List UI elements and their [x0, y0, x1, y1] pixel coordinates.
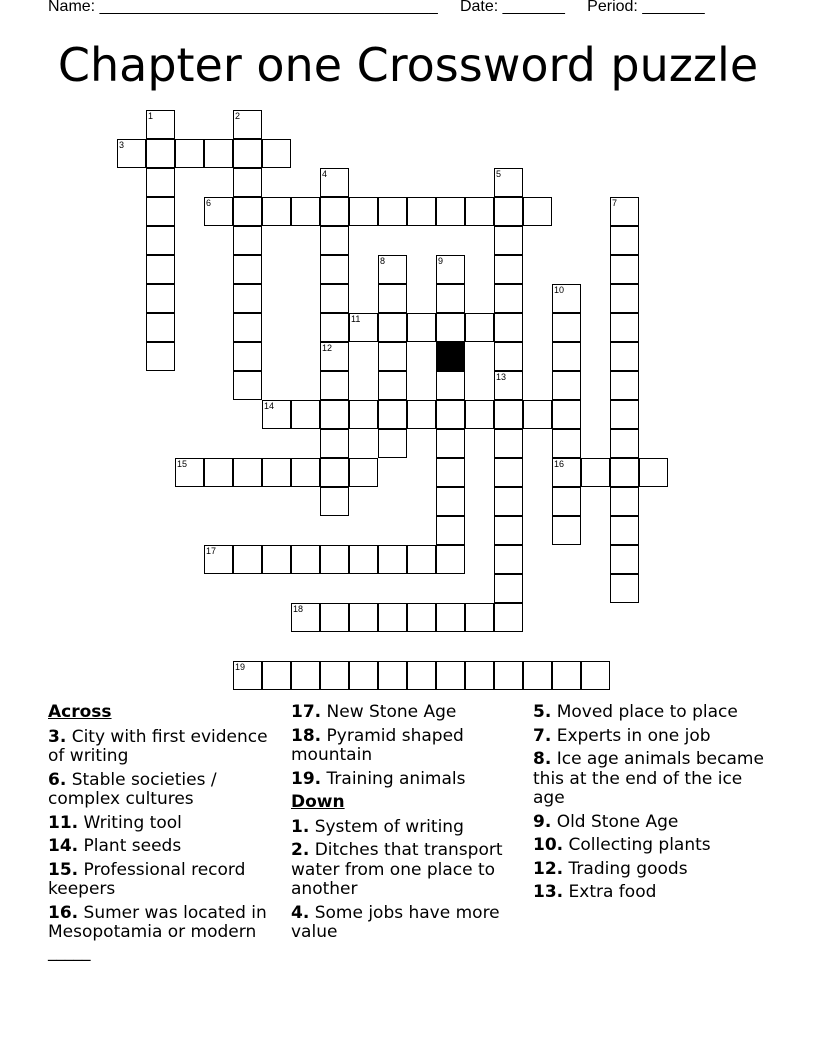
grid-cell[interactable]	[610, 400, 639, 429]
across-clue-18	[291, 727, 523, 766]
grid-cell[interactable]	[523, 197, 552, 226]
grid-cell[interactable]	[407, 661, 436, 690]
grid-cell[interactable]	[610, 313, 639, 342]
grid-cell[interactable]	[436, 487, 465, 516]
clue-number: 19.	[291, 768, 322, 789]
grid-cell[interactable]	[320, 429, 349, 458]
grid-cell[interactable]	[262, 545, 291, 574]
clue-number-label: 10	[554, 285, 565, 295]
grid-cell[interactable]	[610, 516, 639, 545]
grid-cell[interactable]	[610, 429, 639, 458]
clue-number-label: 8	[380, 256, 386, 266]
grid-cell[interactable]	[378, 400, 407, 429]
clue-number: 14.	[48, 836, 79, 856]
across-clue-11	[48, 814, 278, 834]
clue-text: Training animals	[326, 768, 466, 789]
grid-cell[interactable]	[146, 168, 175, 197]
clue-text: Extra food	[568, 882, 657, 902]
grid-cell[interactable]	[320, 487, 349, 516]
clue-text: Collecting plants	[568, 835, 711, 855]
clue-number: 4.	[291, 902, 310, 923]
grid-cell[interactable]	[436, 458, 465, 487]
grid-cell[interactable]	[204, 458, 233, 487]
clue-text: Trading goods	[568, 858, 688, 879]
grid-cell[interactable]	[436, 429, 465, 458]
clue-number-label: 1	[148, 111, 154, 121]
grid-cell[interactable]	[407, 400, 436, 429]
clue-text: Writing tool	[83, 812, 182, 833]
grid-cell[interactable]	[320, 603, 349, 632]
grid-cell[interactable]	[436, 516, 465, 545]
grid-cell[interactable]	[465, 313, 494, 342]
grid-cell[interactable]	[291, 197, 320, 226]
grid-cell[interactable]	[262, 458, 291, 487]
grid-cell[interactable]	[465, 661, 494, 690]
grid-cell[interactable]	[552, 429, 581, 458]
clue-number-label: 14	[264, 401, 275, 411]
grid-cell[interactable]	[494, 429, 523, 458]
grid-cell[interactable]	[610, 342, 639, 371]
grid-cell[interactable]	[146, 139, 175, 168]
down-clue-10	[533, 836, 773, 856]
clue-text: Stable societies / complex cultures	[48, 769, 217, 809]
grid-cell[interactable]	[291, 458, 320, 487]
across-clue-3	[48, 728, 278, 767]
clue-text: Sumer was located in Mesopotamia or modern _____	[48, 902, 267, 962]
clue-text: Ice age animals became this at the end of the ice age	[533, 749, 764, 808]
grid-cell[interactable]	[146, 284, 175, 313]
grid-cell[interactable]	[494, 545, 523, 574]
clue-text: Moved place to place	[556, 702, 738, 722]
grid-cell[interactable]	[494, 197, 523, 226]
grid-cell[interactable]	[436, 371, 465, 400]
grid-cell[interactable]	[494, 226, 523, 255]
grid-cell[interactable]	[262, 197, 291, 226]
clue-text: Ditches that transport water from one place to another	[291, 840, 503, 899]
grid-cell[interactable]	[349, 197, 378, 226]
down-clue-9	[533, 813, 773, 833]
grid-cell[interactable]	[349, 458, 378, 487]
grid-cell[interactable]	[523, 400, 552, 429]
clue-number-label: 2	[235, 111, 241, 121]
grid-cell[interactable]	[378, 313, 407, 342]
across-clue-16	[48, 904, 278, 963]
grid-cell[interactable]	[378, 371, 407, 400]
grid-cell[interactable]	[233, 545, 262, 574]
down-clue-8	[533, 750, 773, 809]
clue-number-label: 15	[177, 459, 188, 469]
clue-number-label: 12	[322, 343, 333, 353]
clue-number: 7.	[533, 725, 552, 746]
grid-cell[interactable]	[494, 487, 523, 516]
clue-text: New Stone Age	[326, 702, 457, 722]
across-heading: Across	[48, 702, 112, 722]
grid-cell[interactable]	[378, 661, 407, 690]
clue-number: 6.	[48, 769, 67, 790]
grid-cell[interactable]	[494, 574, 523, 603]
grid-cell[interactable]	[349, 661, 378, 690]
clue-number-label: 6	[206, 198, 212, 208]
grid-cell[interactable]	[523, 661, 552, 690]
grid-cell[interactable]	[610, 371, 639, 400]
down-clue-5	[533, 703, 773, 723]
grid-cell[interactable]	[494, 313, 523, 342]
grid-cell[interactable]	[436, 197, 465, 226]
grid-cell[interactable]	[378, 342, 407, 371]
clue-number: 16.	[48, 902, 79, 923]
clue-text: Some jobs have more value	[291, 902, 500, 942]
grid-cell[interactable]	[146, 255, 175, 284]
grid-cell[interactable]	[233, 458, 262, 487]
grid-cell[interactable]	[291, 661, 320, 690]
across-clue-14	[48, 837, 278, 857]
grid-cell[interactable]	[610, 458, 639, 487]
grid-cell[interactable]	[552, 342, 581, 371]
grid-cell[interactable]	[233, 284, 262, 313]
across-clue-15	[48, 861, 278, 900]
clue-number-label: 4	[322, 169, 328, 179]
grid-cell[interactable]	[378, 197, 407, 226]
down-clue-7	[533, 727, 773, 747]
grid-cell[interactable]	[494, 603, 523, 632]
across-clue-19	[291, 770, 523, 790]
clue-number-label: 18	[293, 604, 304, 614]
grid-cell[interactable]	[494, 284, 523, 313]
clue-number-label: 7	[612, 198, 618, 208]
down-clue-4	[291, 904, 523, 943]
grid-cell[interactable]	[610, 255, 639, 284]
clue-number-label: 9	[438, 256, 444, 266]
clue-text: Pyramid shaped mountain	[291, 725, 464, 765]
grid-cell[interactable]	[610, 487, 639, 516]
grid-cell[interactable]	[494, 342, 523, 371]
grid-cell[interactable]	[436, 545, 465, 574]
grid-cell[interactable]	[146, 197, 175, 226]
grid-cell[interactable]	[494, 458, 523, 487]
clue-column-2	[291, 703, 523, 947]
grid-cell[interactable]	[262, 661, 291, 690]
grid-cell[interactable]	[552, 661, 581, 690]
clue-text: Experts in one job	[556, 725, 711, 746]
name-field-label: Name: ______________________________________	[48, 0, 438, 15]
grid-cell[interactable]	[378, 429, 407, 458]
grid-cell[interactable]	[320, 371, 349, 400]
grid-cell[interactable]	[320, 255, 349, 284]
grid-cell[interactable]	[552, 313, 581, 342]
clue-number: 18.	[291, 725, 322, 746]
clue-number-label: 5	[496, 169, 502, 179]
grid-cell[interactable]	[436, 284, 465, 313]
clue-number: 3.	[48, 726, 67, 747]
grid-cell[interactable]	[407, 603, 436, 632]
grid-cell[interactable]	[465, 603, 494, 632]
grid-cell[interactable]	[175, 139, 204, 168]
grid-cell[interactable]	[581, 661, 610, 690]
clue-number: 10.	[533, 835, 564, 855]
grid-cell[interactable]	[436, 661, 465, 690]
clue-number: 5.	[533, 702, 552, 722]
down-clue-12	[533, 860, 773, 880]
grid-cell[interactable]	[233, 313, 262, 342]
grid-cell[interactable]	[378, 603, 407, 632]
clue-column-3	[533, 703, 773, 907]
date-field-label: Date: _______	[459, 0, 565, 15]
grid-cell[interactable]	[407, 313, 436, 342]
across-clue-17	[291, 703, 523, 723]
grid-cell[interactable]	[407, 197, 436, 226]
grid-cell[interactable]	[494, 400, 523, 429]
clue-number-label: 19	[235, 662, 246, 672]
grid-cell[interactable]	[378, 545, 407, 574]
grid-cell[interactable]	[233, 139, 262, 168]
clue-text: Plant seeds	[83, 836, 182, 856]
grid-cell[interactable]	[146, 226, 175, 255]
page-title: Chapter one Crossword puzzle	[57, 38, 759, 92]
grid-cell[interactable]	[146, 342, 175, 371]
grid-cell[interactable]	[262, 139, 291, 168]
clue-number-label: 17	[206, 546, 217, 556]
clue-number: 8.	[533, 749, 552, 769]
grid-cell[interactable]	[407, 545, 436, 574]
down-clue-1	[291, 818, 523, 838]
grid-cell[interactable]	[465, 197, 494, 226]
grid-cell[interactable]	[465, 400, 494, 429]
clue-text: Professional record keepers	[48, 859, 246, 899]
grid-cell[interactable]	[320, 197, 349, 226]
grid-cell[interactable]	[349, 603, 378, 632]
grid-cell[interactable]	[291, 545, 320, 574]
clue-number-label: 13	[496, 372, 507, 382]
clue-number-label: 11	[351, 314, 361, 324]
grid-cell[interactable]	[233, 371, 262, 400]
clue-number-label: 16	[554, 459, 565, 469]
grid-cell[interactable]	[494, 255, 523, 284]
clue-number: 11.	[48, 812, 79, 833]
grid-cell[interactable]	[378, 284, 407, 313]
grid-cell[interactable]	[610, 545, 639, 574]
grid-cell[interactable]	[552, 516, 581, 545]
clue-number: 15.	[48, 859, 79, 880]
clue-number-label: 3	[119, 140, 125, 150]
grid-cell[interactable]	[320, 545, 349, 574]
grid-cell[interactable]	[233, 226, 262, 255]
clue-text: Old Stone Age	[556, 811, 679, 832]
clue-text: System of writing	[314, 816, 464, 837]
grid-cell[interactable]	[204, 139, 233, 168]
grid-cell[interactable]	[610, 226, 639, 255]
down-clue-13	[533, 883, 773, 903]
grid-cell[interactable]	[552, 371, 581, 400]
grid-cell[interactable]	[494, 661, 523, 690]
clue-text: City with first evidence of writing	[48, 726, 268, 766]
grid-cell[interactable]	[320, 226, 349, 255]
grid-cell[interactable]	[552, 487, 581, 516]
clue-number: 17.	[291, 702, 322, 722]
black-cell	[436, 342, 465, 371]
grid-cell[interactable]	[233, 168, 262, 197]
clue-column-1	[48, 703, 278, 966]
grid-cell[interactable]	[320, 661, 349, 690]
grid-cell[interactable]	[436, 313, 465, 342]
clue-number: 1.	[291, 816, 310, 837]
grid-cell[interactable]	[639, 458, 668, 487]
grid-cell[interactable]	[320, 400, 349, 429]
period-field-label: Period: _______	[587, 0, 705, 15]
grid-cell[interactable]	[320, 313, 349, 342]
clue-number: 12.	[533, 858, 564, 879]
clue-number: 13.	[533, 882, 564, 902]
grid-cell[interactable]	[146, 313, 175, 342]
grid-cell[interactable]	[320, 284, 349, 313]
grid-cell[interactable]	[436, 400, 465, 429]
down-clue-2	[291, 841, 523, 900]
grid-cell[interactable]	[233, 197, 262, 226]
grid-cell[interactable]	[291, 400, 320, 429]
grid-cell[interactable]	[349, 400, 378, 429]
grid-cell[interactable]	[552, 400, 581, 429]
clue-number: 2.	[291, 840, 310, 860]
grid-cell[interactable]	[610, 284, 639, 313]
grid-cell[interactable]	[436, 603, 465, 632]
grid-cell[interactable]	[233, 342, 262, 371]
grid-cell[interactable]	[320, 458, 349, 487]
clue-number: 9.	[533, 811, 552, 832]
grid-cell[interactable]	[233, 255, 262, 284]
down-heading: Down	[291, 792, 345, 812]
grid-cell[interactable]	[494, 516, 523, 545]
grid-cell[interactable]	[581, 458, 610, 487]
grid-cell[interactable]	[610, 574, 639, 603]
grid-cell[interactable]	[349, 545, 378, 574]
across-clue-6	[48, 771, 278, 810]
